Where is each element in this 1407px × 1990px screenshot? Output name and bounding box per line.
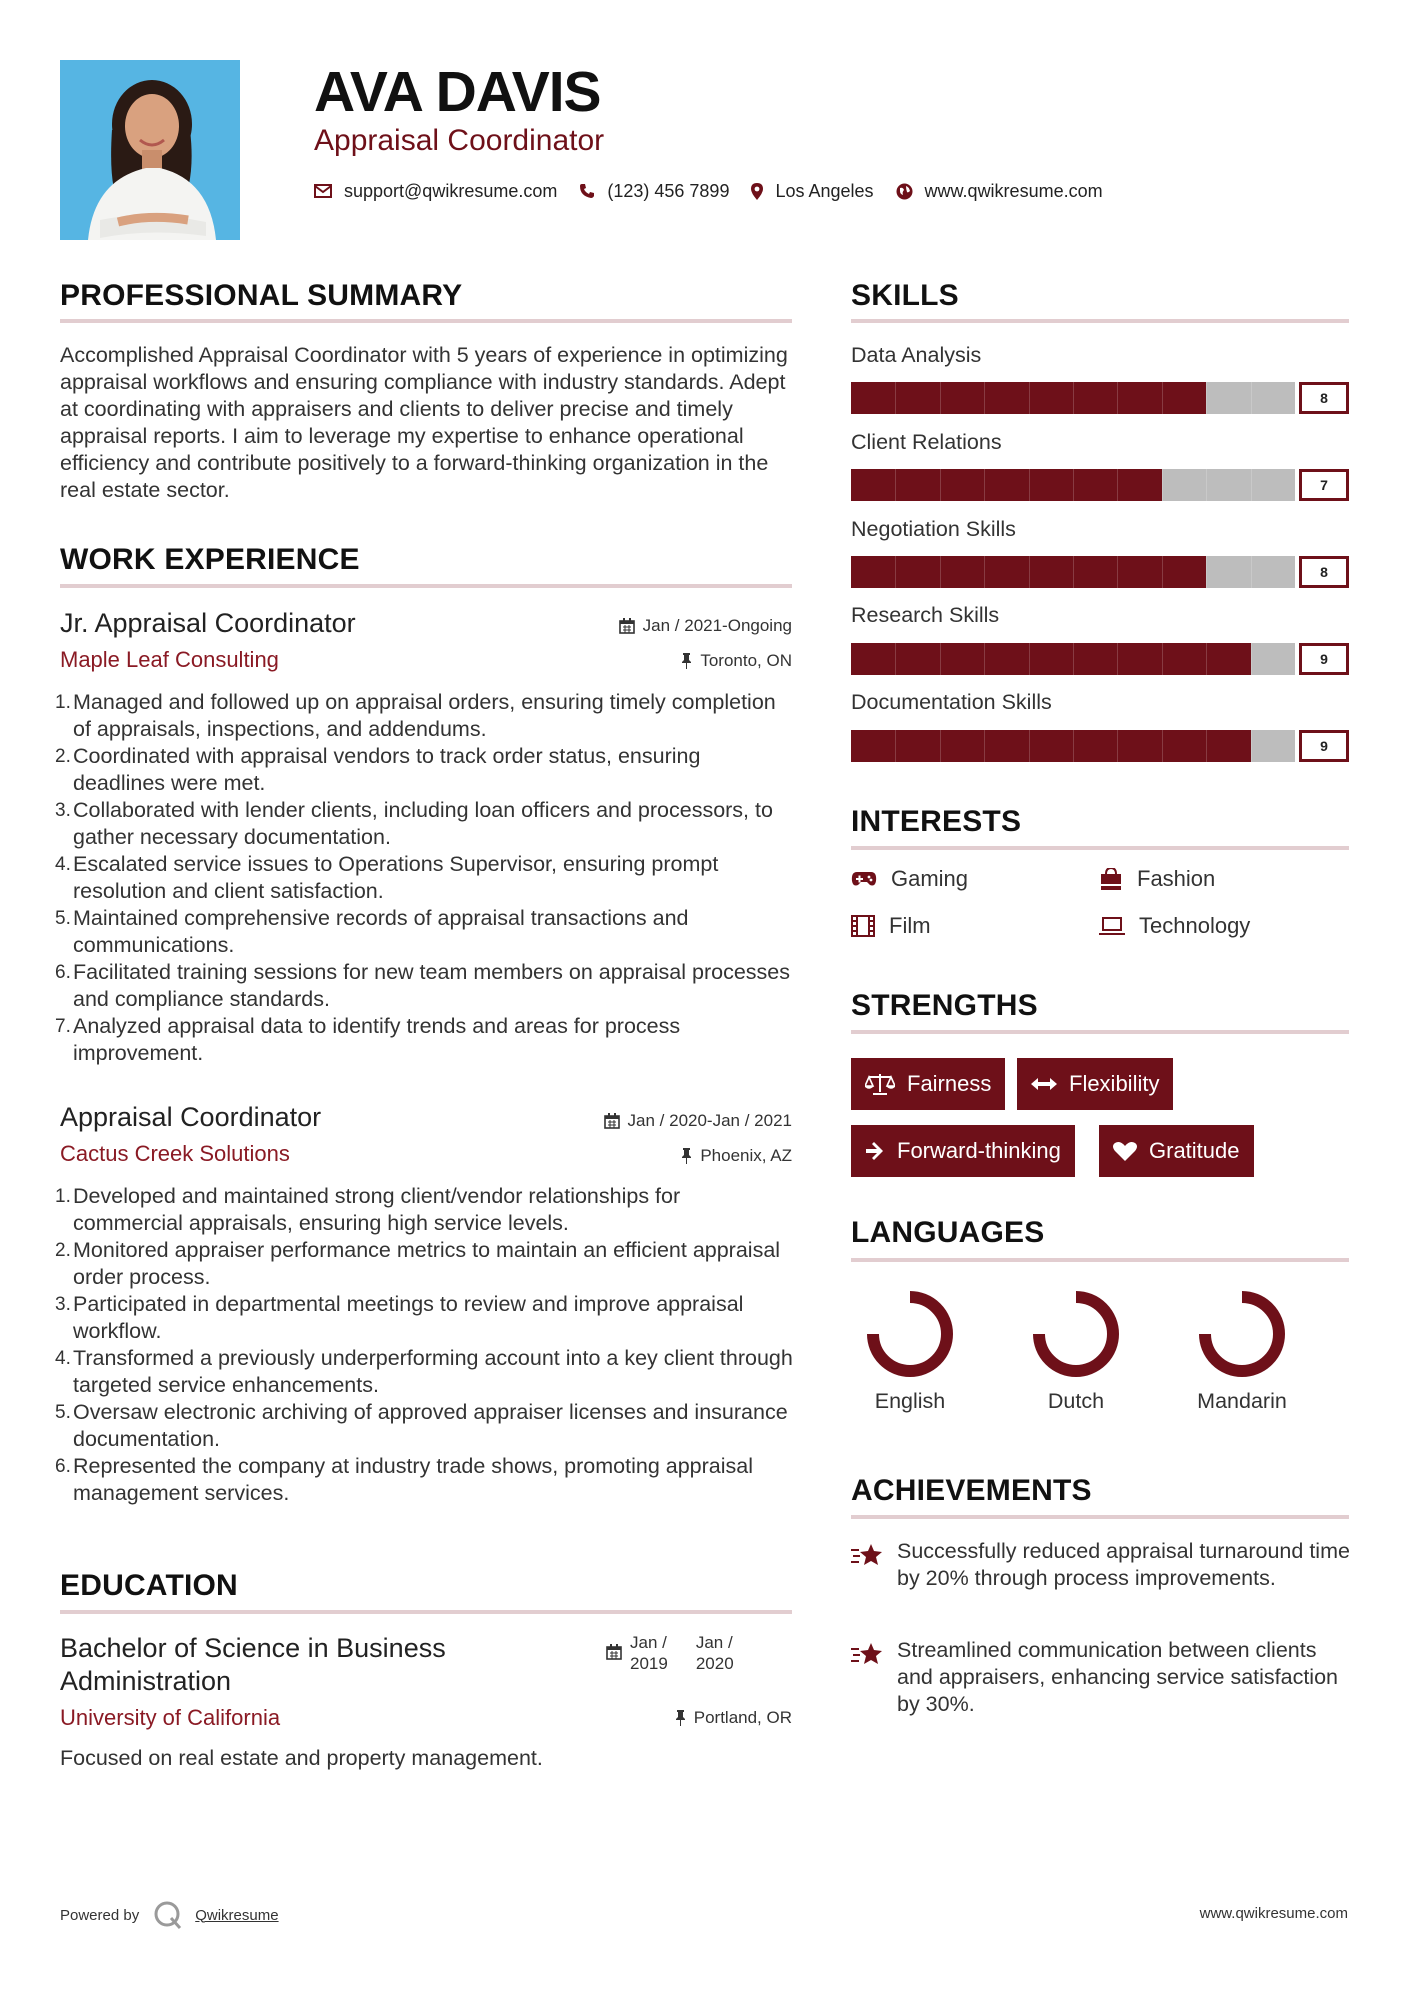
heart-icon [1113,1141,1137,1161]
skill-segment [1117,556,1118,588]
skill-label: Research Skills [851,603,1000,627]
interest-label: Gaming [891,866,969,891]
interests-divider [851,846,1349,850]
skill-segment [895,382,896,414]
skill-segment [1073,730,1074,762]
language-ring [1006,1284,1146,1384]
skill-segment [1251,643,1252,675]
duty-item: 6. Facilitated training sessions for new team members on appraisal processes and compliance standards. [55,960,790,1011]
skill-segment [940,556,941,588]
interest-film [851,913,931,939]
language-ring [1172,1284,1312,1384]
interest-technology [1099,913,1250,939]
skill-fill [851,469,1162,501]
footer-powered-by [60,1900,279,1930]
job-1-location [681,650,792,672]
summary-divider [60,319,792,323]
skill-segment [1117,382,1118,414]
calendar-icon [606,1644,622,1660]
arrow-right-icon [865,1141,885,1161]
education-start-month: Jan / [630,1633,667,1652]
experience-heading: WORK EXPERIENCE [60,543,360,576]
education-description: Focused on real estate and property management. [60,1746,543,1770]
skill-segment [895,730,896,762]
education-dates [606,1632,734,1674]
duty-item: 1. Managed and followed up on appraisal orders, ensuring timely completion of appraisals, inspections, and addendums. [55,690,776,741]
duty-item: 5. Maintained comprehensive records of appraisal transactions and communications. [55,906,689,957]
job-2-dates [604,1110,792,1132]
strengths-divider [851,1030,1349,1034]
education-school: University of California [60,1705,281,1730]
strength-label: Forward-thinking [897,1138,1061,1163]
skill-segment [1029,643,1030,675]
skill-segment [984,643,985,675]
skill-item-client-relations [851,428,1349,501]
languages-divider [851,1258,1349,1262]
skill-segment [984,556,985,588]
skill-segment [1073,382,1074,414]
profile-photo [60,60,240,240]
education-degree: Bachelor of Science in Business Administration [60,1633,446,1696]
skill-segment [1251,730,1252,762]
pushpin-icon [681,1148,692,1164]
skill-segment [1206,382,1207,414]
skill-segment [940,382,941,414]
achievement-item [851,1538,1351,1592]
film-icon [851,915,875,937]
strength-label: Fairness [907,1071,992,1096]
job-2-company: Cactus Creek Solutions [60,1141,290,1166]
balance-scale-icon [865,1073,895,1095]
skill-segment [984,469,985,501]
achievement-item [851,1637,1351,1718]
strength-gratitude [1099,1125,1254,1177]
skill-segment [1162,556,1163,588]
skill-segment [1117,643,1118,675]
achievements-heading: ACHIEVEMENTS [851,1474,1092,1507]
mail-icon [314,184,332,198]
skill-item-research [851,601,1349,675]
duty-item: 3. Collaborated with lender clients, including loan officers and processors, to gather necessary documentation. [55,798,773,849]
job-2-location-text: Phoenix, AZ [700,1146,792,1165]
language-label: English [874,1389,946,1413]
skill-track [851,382,1295,414]
skill-track [851,730,1295,762]
skill-segment [1029,730,1030,762]
skill-segment [1029,469,1030,501]
education-location-text: Portland, OR [693,1708,792,1727]
skill-track [851,556,1295,588]
contact-website[interactable]: www.qwikresume.com [924,180,1103,201]
strengths-heading: STRENGTHS [851,989,1038,1022]
language-english [840,1284,980,1414]
calendar-icon [604,1113,620,1129]
phone-icon [579,183,595,199]
contact-phone[interactable]: (123) 456 7899 [607,180,730,201]
skill-track [851,643,1295,675]
duty-item: 1. Developed and maintained strong client/vendor relationships for commercial appraisals, ensuring high service levels. [55,1184,681,1235]
strength-forward-thinking [851,1125,1075,1177]
skill-label: Documentation Skills [851,690,1052,714]
skills-divider [851,319,1349,323]
candidate-name: AVA DAVIS [314,60,601,124]
skill-segment [1162,730,1163,762]
skill-segment [1162,643,1163,675]
candidate-job-title: Appraisal Coordinator [314,124,605,157]
strength-flexibility [1017,1058,1173,1110]
skill-value: 9 [1299,643,1349,675]
duty-item: 7. Analyzed appraisal data to identify trends and areas for process improvement. [55,1014,681,1065]
education-divider [60,1610,792,1614]
skill-segment [984,730,985,762]
laptop-icon [1099,916,1125,936]
interest-gaming [851,866,968,892]
skill-track [851,469,1295,501]
job-1-duties [55,689,795,1067]
skill-segment [895,556,896,588]
interest-fashion [1099,866,1215,892]
education-location [675,1707,792,1729]
skill-segment [1117,730,1118,762]
skill-item-documentation [851,688,1349,762]
interest-label: Technology [1139,913,1251,938]
skill-label: Negotiation Skills [851,517,1016,541]
powered-by-label: Powered by [60,1906,140,1924]
achievement-text: Successfully reduced appraisal turnaround time by 20% through process improvements. [897,1539,1350,1590]
pushpin-icon [681,653,692,669]
strength-label: Gratitude [1149,1138,1240,1163]
language-ring [840,1284,980,1384]
qwikresume-logo-icon [153,1900,183,1930]
person-photo-icon [60,60,240,240]
language-label: Dutch [1047,1389,1105,1413]
skill-label: Data Analysis [851,343,982,367]
duty-item: 3. Participated in departmental meetings to review and improve appraisal workflow. [55,1292,744,1343]
skill-bar [851,730,1349,762]
gamepad-icon [851,870,877,888]
skill-label: Client Relations [851,430,1002,454]
duty-item: 4. Escalated service issues to Operations Supervisor, ensuring prompt resolution and client satisfaction. [55,852,719,903]
skill-segment [1206,469,1207,501]
language-mandarin [1172,1284,1312,1414]
experience-divider [60,584,792,588]
summary-text: Accomplished Appraisal Coordinator with 5 years of experience in optimizing appraisal workflows and ensuring compliance with industry standards. Adept at coordinating with appraisers and clients to deliver precise and timely appraisal reports. I aim to leverage my expertise to enhance operational efficiency and contribute positively to a forward-thinking organization in the real estate sector. [60,343,788,502]
contact-location: Los Angeles [775,180,874,201]
skill-item-negotiation [851,515,1349,588]
skill-segment [940,730,941,762]
qwikresume-link[interactable]: Qwikresume [195,1906,279,1924]
skill-segment [1251,382,1252,414]
skill-segment [1029,382,1030,414]
skill-segment [1073,643,1074,675]
skill-segment [1073,556,1074,588]
language-dutch [1006,1284,1146,1414]
skill-value: 8 [1299,556,1349,588]
achievements-divider [851,1515,1349,1519]
education-heading: EDUCATION [60,1569,238,1602]
interest-label: Fashion [1137,866,1216,891]
job-1-location-text: Toronto, ON [700,651,792,670]
skill-segment [1117,469,1118,501]
job-1-dates [619,615,792,637]
education-end-month: Jan / [695,1633,733,1652]
calendar-icon [619,618,635,634]
skill-bar [851,643,1349,675]
contact-bar [314,178,1125,204]
skill-segment [1029,556,1030,588]
skill-segment [984,382,985,414]
duty-item: 6. Represented the company at industry trade shows, promoting appraisal management services. [55,1454,754,1505]
shopping-bag-icon [1099,868,1123,890]
education-start-year: 2019 [630,1654,668,1673]
job-2-title: Appraisal Coordinator [60,1102,322,1132]
star-trophy-icon [851,1542,883,1568]
job-1-title: Jr. Appraisal Coordinator [60,608,356,638]
skill-segment [940,643,941,675]
education-end-year: 2020 [695,1654,734,1673]
skill-value: 7 [1299,469,1349,501]
pushpin-icon [675,1710,686,1726]
skill-item-data-analysis [851,341,1349,414]
job-2-location [681,1145,792,1167]
skill-bar [851,556,1349,588]
summary-heading: PROFESSIONAL SUMMARY [60,279,463,312]
skill-segment [1162,469,1163,501]
interest-label: Film [889,913,931,938]
arrows-horizontal-icon [1031,1077,1057,1091]
languages-heading: LANGUAGES [851,1216,1045,1249]
skill-fill [851,730,1251,762]
skill-segment [1162,382,1163,414]
job-2-duties [55,1183,795,1507]
skill-value: 8 [1299,382,1349,414]
duty-item: 2. Monitored appraiser performance metrics to maintain an efficient appraisal order process. [55,1238,781,1289]
star-trophy-icon [851,1641,883,1667]
skill-value: 9 [1299,730,1349,762]
achievement-text: Streamlined communication between clients and appraisers, enhancing service satisfaction by 30%. [897,1638,1339,1716]
skill-segment [1206,643,1207,675]
duty-item: 5. Oversaw electronic archiving of approved appraiser licenses and insurance documentation. [55,1400,788,1451]
skill-segment [1251,556,1252,588]
language-label: Mandarin [1197,1389,1287,1413]
globe-icon [896,183,913,200]
strength-label: Flexibility [1069,1071,1160,1096]
skill-segment [895,469,896,501]
skill-segment [940,469,941,501]
job-1-company: Maple Leaf Consulting [60,647,279,672]
skill-bar [851,469,1349,501]
skill-segment [1206,556,1207,588]
skill-segment [895,643,896,675]
job-1-dates-text: Jan / 2021-Ongoing [642,616,792,635]
job-2-dates-text: Jan / 2020-Jan / 2021 [627,1111,792,1130]
skill-fill [851,643,1251,675]
location-pin-icon [751,183,763,200]
skill-segment [1206,730,1207,762]
skills-heading: SKILLS [851,279,959,312]
contact-email[interactable]: support@qwikresume.com [344,180,558,201]
strength-fairness [851,1058,1005,1110]
footer-url[interactable]: www.qwikresume.com [1199,1905,1348,1922]
duty-item: 4. Transformed a previously underperforming account into a key client through targeted service enhancements. [55,1346,793,1397]
skill-segment [1251,469,1252,501]
skill-bar [851,382,1349,414]
skill-segment [1073,469,1074,501]
duty-item: 2. Coordinated with appraisal vendors to track order status, ensuring deadlines were met. [55,744,701,795]
interests-heading: INTERESTS [851,805,1022,838]
